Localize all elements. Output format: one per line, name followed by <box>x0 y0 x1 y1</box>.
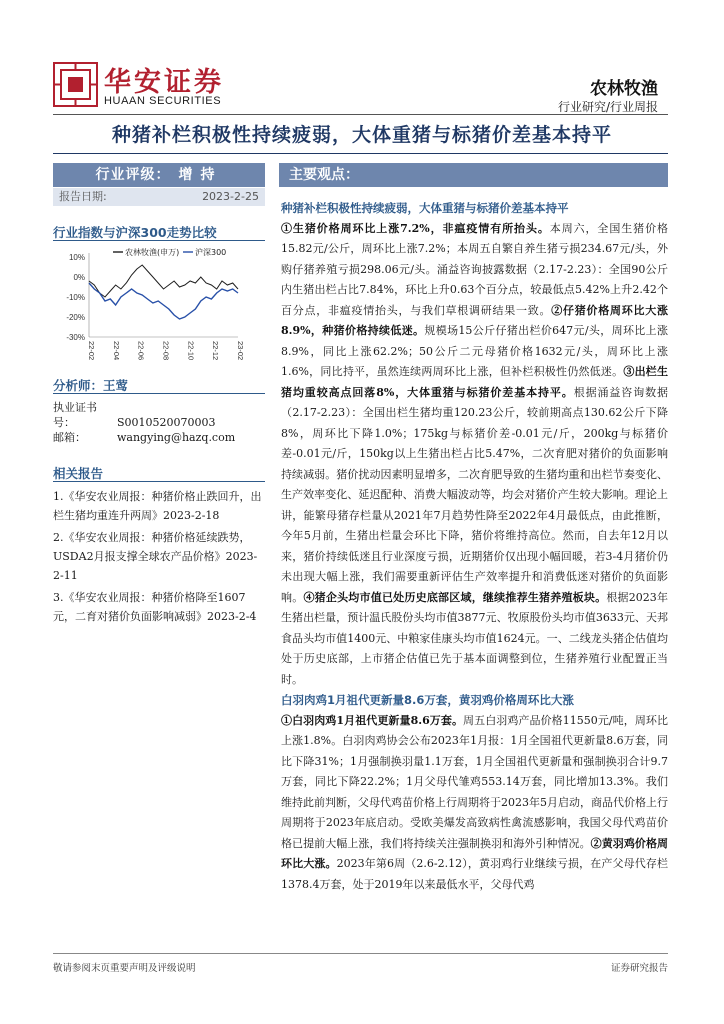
poultry-point-1: ①白羽肉鸡1月祖代更新量8.6万套。 <box>281 713 464 727</box>
section-heading-hog: 种猪补栏积极性持续疲弱，大体重猪与标猪价差基本持平 <box>281 201 569 215</box>
footer-divider <box>53 953 668 954</box>
footer-label: 证券研究报告 <box>610 963 668 974</box>
y-tick-label: -20% <box>66 313 85 322</box>
poultry-text-2: 2023年第6周（2.6-2.12），黄羽鸡行业继续亏损，在产父母代存栏1378.4万套，处于2019年以来最低水平，父母代鸡 <box>281 857 668 891</box>
hog-point-3: ③出栏生猪均重较高点回落8%，大体重猪与标猪价差基本持平。 <box>281 365 669 399</box>
x-tick-label: 23-02 <box>236 341 245 361</box>
x-tick-label: 22-04 <box>111 341 121 361</box>
chart-title: 行业指数与沪深300走势比较 <box>53 225 217 240</box>
series-line <box>89 265 238 297</box>
industry-name: 农林牧渔 <box>590 79 658 99</box>
main-viewpoints-body <box>281 198 668 895</box>
x-tick-label: 22-06 <box>136 341 146 361</box>
email-label: 邮箱： <box>53 431 86 444</box>
legend-label: 沪深300 <box>195 248 227 257</box>
rating-value: 增持 <box>178 167 223 183</box>
x-tick-label: 22-02 <box>87 341 96 361</box>
related-report-item[interactable]: 3.《华安农业周报：种猪价格降至1607元，二育对猪价负面影响减弱》2023-2-4 <box>53 591 257 623</box>
huaan-logo-icon <box>53 62 98 107</box>
industry-rating <box>53 163 265 187</box>
x-tick-label: 22-12 <box>211 341 221 361</box>
hog-text-3: 根据涌益咨询数据（2.17-2.23）：全国出栏生猪均重120.23公斤，较前期高点130.62公斤下降8%，周环比下降1.0%；175kg与标猪价差-0.01元/斤，200kg与标猪价差-0.01元/斤，150kg以上生猪出栏占比5.47%，二次育肥对猪价的负面影响持续减弱。猪价扰动因素明显增多，二次育肥导致的生猪均重和出栏节奏变化、生产效率变化、延迟配种、消费大幅波动等，均会对猪价产生较大影响。理论上讲，能繁母猪存栏量从2021年7月趋势性降至2022年4月最低点，由此推断，今年5月前，生猪出栏量会环比下降，猪价将维持高位。然而，自去年12月以来，猪价持续低迷且行业深度亏损，近期猪价仅出现小幅回暖，若3-4月猪价仍未出现大幅上涨，我们需要重新评估生产效率提升和消费低迷对猪价的负面影响。 <box>281 385 669 604</box>
section-heading-poultry: 白羽肉鸡1月祖代更新量8.6万套，黄羽鸡价格周环比大涨 <box>281 693 574 707</box>
related-report-item[interactable]: 1.《华安农业周报：种猪价格止跌回升，出栏生猪均重连升两周》2023-2-18 <box>53 490 262 522</box>
hog-point-4: ④猪企头均市值已处历史底部区域，继续推荐生猪养殖板块。 <box>303 590 607 604</box>
hog-paragraph <box>281 219 668 691</box>
related-reports-list <box>53 487 265 629</box>
related-reports-rule <box>53 481 265 482</box>
y-tick-label: -30% <box>66 333 85 342</box>
hog-text-4: 根据2023年生猪出栏量，预计温氏股份头均市值3877元、牧原股份头均市值3633元、天邦食品头均市值1400元、中粮家佳康头均市值1624元。一、二线龙头猪企估值均处于历史底部，上市猪企估值已先于基本面调整到位，生猪养殖行业配置正当时。 <box>281 590 668 686</box>
hog-text-1: 本周六，全国生猪价格15.82元/公斤，周环比上涨7.2%；本周五自繁自养生猪亏损234.67元/头，外购仔猪养殖亏损298.06元/头。涌益咨询披露数据（2.17-2.23）：全国90公斤内生猪出栏占比7.84%，环比上升0.63个百分点，较最低点5.42%上升2.42个百分点，非瘟疫情抬头，与我们草根调研结果一致。 <box>281 221 669 317</box>
poultry-paragraph <box>281 711 668 896</box>
hog-text-2: 规模场15公斤仔猪出栏价647元/头，周环比上涨8.9%，同比上涨62.2%；50公斤二元母猪价格1632元/头，周环比上涨1.6%，同比持平，虽然连续两周环比上涨，但补栏积极性仍然低迷。 <box>281 324 668 378</box>
report-title: 种猪补栏积极性持续疲弱，大体重猪与标猪价差基本持平 <box>111 124 612 146</box>
title-divider <box>53 153 668 154</box>
hog-point-1: ①生猪价格周环比上涨7.2%，非瘟疫情有所抬头。 <box>281 221 550 235</box>
main-viewpoints-header: 主要观点： <box>279 163 668 187</box>
y-tick-label: -10% <box>66 293 85 302</box>
related-report-item[interactable]: 2.《华安农业周报：种猪价格延续跌势，USDA2月报支撑全球农产品价格》2023-2-11 <box>53 531 258 582</box>
brand-name-en: HUAAN SECURITIES <box>104 95 222 107</box>
legend-label: 农林牧渔(申万) <box>125 248 180 257</box>
hog-point-2: ②仔猪价格周环比大涨8.9%，种猪价格持续低迷。 <box>281 303 668 337</box>
email-value[interactable]: wangying@hazq.com <box>117 431 236 444</box>
header-divider <box>53 114 668 115</box>
date-label: 报告日期: <box>59 190 107 203</box>
related-reports-title: 相关报告 <box>53 466 104 481</box>
rating-label: 行业评级： <box>95 167 171 183</box>
y-tick-label: 10% <box>68 253 85 262</box>
index-comparison-chart <box>53 243 265 363</box>
analyst-name: 分析师：王莺 <box>53 378 129 393</box>
analyst-info <box>53 400 235 445</box>
footer-disclaimer[interactable]: 敬请参阅末页重要声明及评级说明 <box>53 963 196 974</box>
analyst-rule <box>53 393 265 394</box>
report-date <box>53 188 265 206</box>
poultry-point-2: ②黄羽鸡价格周环比大涨。 <box>281 836 669 870</box>
poultry-text-1: 周五白羽鸡产品价格11550元/吨，周环比上涨1.8%。白羽肉鸡协会公布2023年1月报：1月全国祖代更新量8.6万套，同比下降31%；1月强制换羽量1.1万套，1月全国祖代更新量和强制换羽合计9.7万套，同比下降22.2%；1月父母代雏鸡553.14万套，同比增加13.3%。我们维持此前判断，父母代鸡苗价格上行周期将于2023年5月启动，商品代价格上行周期将于2023年底启动。受欧美爆发高致病性禽流感影响，我国父母代鸡苗价格已提前大幅上涨，我们将持续关注强制换羽和海外引种情况。 <box>281 713 668 850</box>
x-tick-label: 22-10 <box>186 341 196 361</box>
cert-value: S0010520070003 <box>117 416 216 429</box>
chart-title-rule <box>53 240 265 241</box>
date-value: 2023-2-25 <box>202 190 259 203</box>
y-tick-label: 0% <box>73 273 85 282</box>
report-type: 行业研究/行业周报 <box>557 100 658 114</box>
x-tick-label: 22-08 <box>161 341 171 361</box>
brand-name: 华安证券 <box>104 67 224 98</box>
cert-label: 执业证书号： <box>53 401 97 429</box>
